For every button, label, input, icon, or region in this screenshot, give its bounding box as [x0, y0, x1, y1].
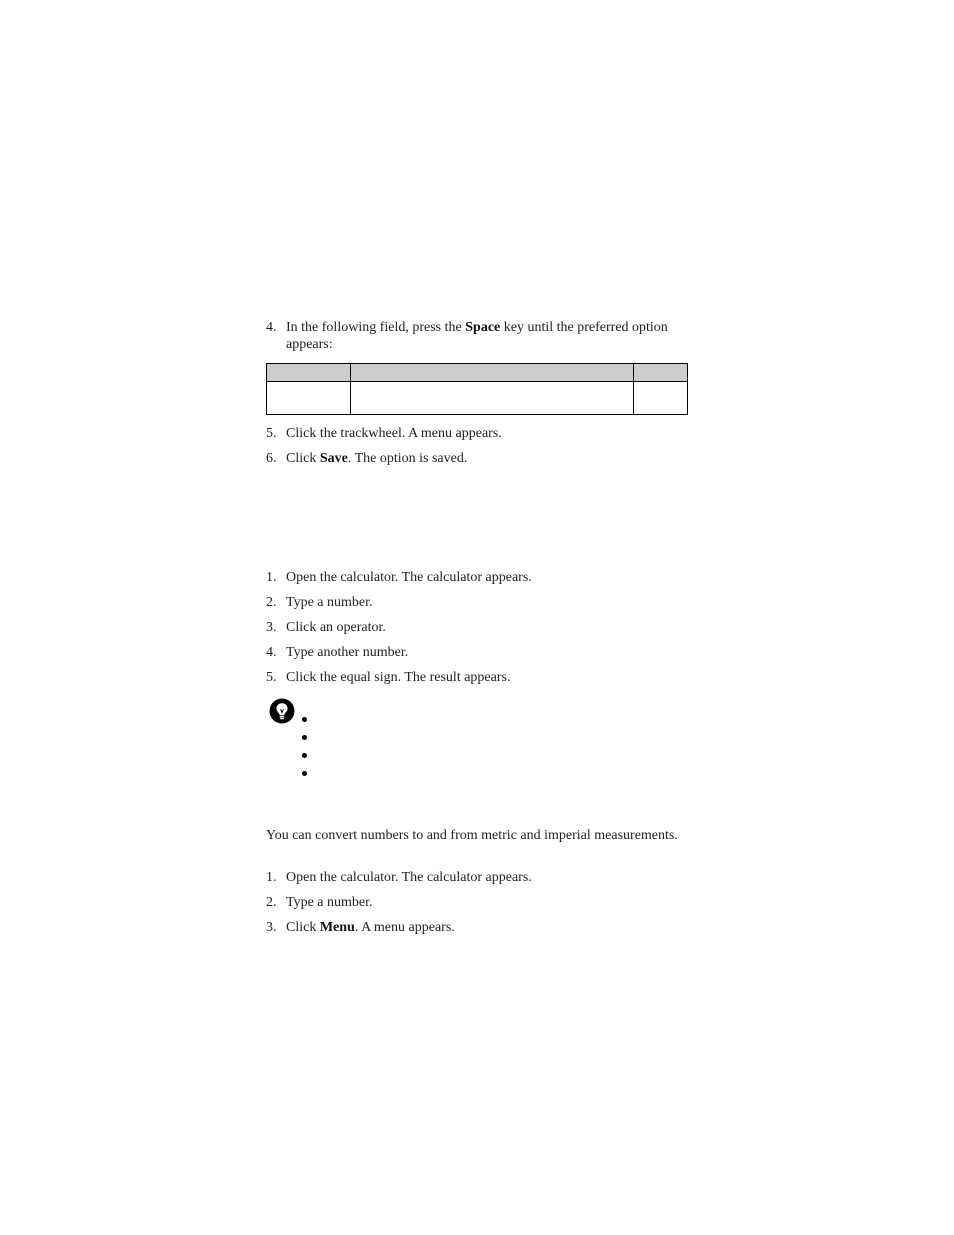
tip-bullet-list [300, 712, 308, 784]
step-text: Click Save. The option is saved. [286, 451, 468, 466]
step-text: Click Menu. A menu appears. [286, 920, 455, 935]
step-text: Open the calculator. The calculator appears. [286, 570, 532, 585]
option-table-header-row [267, 364, 688, 382]
step-number: 2. [266, 595, 277, 610]
step-number: 2. [266, 895, 277, 910]
list-item [300, 712, 308, 730]
step-4-press-space [266, 319, 696, 353]
table-cell-3 [634, 382, 688, 415]
menu-label: Menu [319, 920, 355, 935]
list-item [300, 730, 308, 748]
step-number: 1. [266, 570, 277, 585]
step-number: 5. [266, 670, 277, 685]
step-5-click-trackwheel [266, 425, 696, 442]
step-number: 3. [266, 620, 277, 635]
step-text: Click the equal sign. The result appears. [286, 670, 511, 685]
step-6-click-save [266, 450, 696, 467]
header-cell-2 [351, 364, 634, 382]
step-text: Type another number. [286, 645, 409, 660]
step-text: Type a number. [286, 895, 373, 910]
step-text: Click the trackwheel. A menu appears. [286, 426, 502, 441]
option-table-row [267, 382, 688, 415]
list-item [300, 766, 308, 784]
calc-step-5 [266, 669, 696, 686]
step-number: 5. [266, 426, 277, 441]
calc-step-2 [266, 594, 696, 611]
table-cell-1 [267, 382, 351, 415]
space-key-label: Space [465, 320, 501, 335]
calc-step-4 [266, 644, 696, 661]
calc-step-1 [266, 569, 696, 586]
convert-step-2 [266, 894, 696, 911]
save-label: Save [319, 451, 348, 466]
step-number: 4. [266, 320, 277, 335]
step-number: 1. [266, 870, 277, 885]
header-cell-3 [634, 364, 688, 382]
calc-step-3 [266, 619, 696, 636]
step-number: 3. [266, 920, 277, 935]
step-text: In the following field, press the Space key until the preferred option appears: [286, 320, 668, 352]
step-number: 4. [266, 645, 277, 660]
lightbulb-icon [269, 698, 295, 724]
step-text: Type a number. [286, 595, 373, 610]
convert-step-3 [266, 919, 696, 936]
step-text: Open the calculator. The calculator appears. [286, 870, 532, 885]
convert-step-1 [266, 869, 696, 886]
option-table [266, 363, 688, 415]
step-number: 6. [266, 451, 277, 466]
list-item [300, 748, 308, 766]
conversion-intro: You can convert numbers to and from metric and imperial measurements. [266, 828, 678, 843]
table-cell-2 [351, 382, 634, 415]
step-text: Click an operator. [286, 620, 386, 635]
header-cell-1 [267, 364, 351, 382]
